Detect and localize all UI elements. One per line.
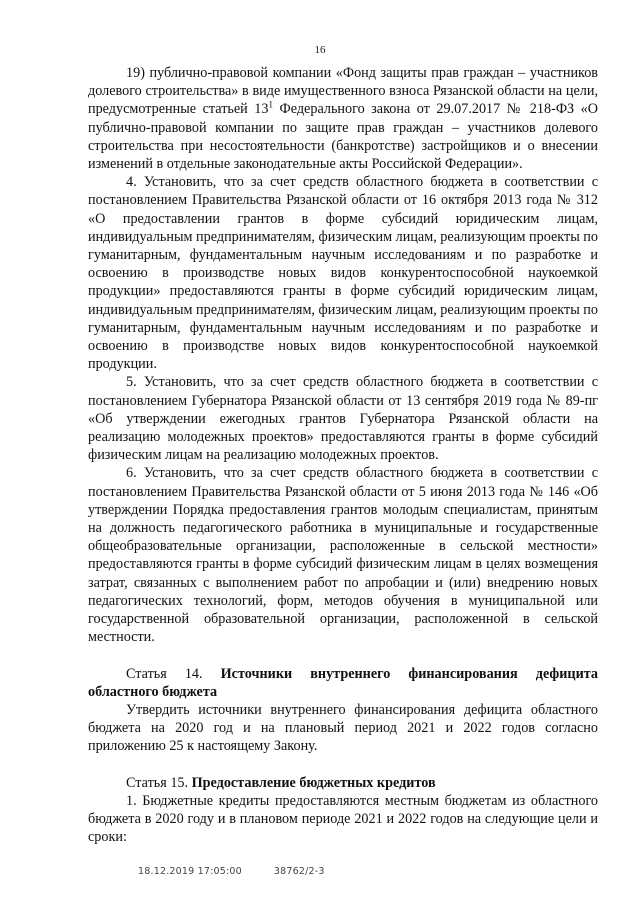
paragraph-item-19 bbox=[88, 64, 598, 173]
paragraph-text: 19) публично-правовой компании «Фонд защиты прав граждан – участников долевого строительства» в виде имущественного взноса Рязанской области на цели, предусмотренные статьей 13 bbox=[88, 65, 598, 118]
article-14-body: Утвердить источники внутреннего финансирования дефицита областного бюджета на 2020 год и на плановый период 2021 и 2022 годов согласно приложению 25 к настоящему Закону. bbox=[88, 701, 598, 755]
footer-timestamp: 18.12.2019 17:05:00 bbox=[138, 866, 242, 877]
article-14-heading bbox=[88, 665, 598, 701]
paragraph-clause-4: 4. Установить, что за счет средств областного бюджета в соответствии с постановлением Правительства Рязанской области от 16 октября 2013 года № 312 «О предоставлении грантов в форме субсидий юридическим лицам, индивидуальным предпринимателям, физическим лицам, реализующим проекты по гуманитарным, фундаментальным научным исследованиям и по разработке и освоению в производстве новых видов конкурентоспособной наукоемкой продукции» предоставляются гранты в форме субсидий юридическим лицам, индивидуальным предпринимателям, физическим лицам, реализующим проекты по гуманитарным, фундаментальным научным исследованиям и по разработке и освоению в производстве новых видов конкурентоспособной наукоемкой продукции. bbox=[88, 174, 598, 373]
superscript: 1 bbox=[268, 99, 273, 110]
paragraph-text-continued: Федерального закона от 29.07.2017 № 218-ФЗ «О публично-правовой компании по защите прав граждан – участников долевого строительства при несостоятельности (банкротстве) застройщиков и о внесении изменений в отдельные законодательные акты Российской Федерации». bbox=[88, 101, 599, 173]
spacer bbox=[88, 647, 598, 665]
footer-doc-id: 38762/2-3 bbox=[273, 866, 325, 877]
article-15-title: Предоставление бюджетных кредитов bbox=[191, 774, 436, 791]
article-15-prefix: Статья 15. bbox=[126, 774, 192, 791]
paragraph-clause-6: 6. Установить, что за счет средств областного бюджета в соответствии с постановлением Правительства Рязанской области от 5 июня 2013 года № 146 «Об утверждении Порядка предоставления грантов молодым специалистам, принятым на должность педагогического работника в муниципальные и государственные общеобразовательные организации, расположенные в сельской местности» предоставляются гранты в форме субсидий физическим лицам в целях возмещения затрат, связанных с выполнением работ по апробации и (или) внедрению новых педагогических технологий, форм, методов обучения в муниципальной или государственной образовательной организации, расположенной в сельской местности. bbox=[88, 465, 598, 646]
footer bbox=[138, 866, 325, 877]
page-number: 16 bbox=[314, 44, 326, 56]
article-14-prefix: Статья 14. bbox=[126, 665, 221, 682]
article-14-title: Источники внутреннего финансирования дефицита областного бюджета bbox=[88, 665, 598, 700]
document-body bbox=[88, 64, 598, 846]
paragraph-clause-5: 5. Установить, что за счет средств областного бюджета в соответствии с постановлением Губернатора Рязанской области от 13 сентября 2019 года № 89-пг «Об утверждении ежегодных грантов Губернатора Рязанской области на реализацию молодежных проектов» предоставляются гранты в форме субсидий физическим лицам на реализацию молодежных проектов. bbox=[88, 374, 598, 464]
article-15-heading bbox=[88, 774, 598, 792]
spacer bbox=[88, 756, 598, 774]
article-15-body: 1. Бюджетные кредиты предоставляются местным бюджетам из областного бюджета в 2020 году и в плановом периоде 2021 и 2022 годов на следующие цели и сроки: bbox=[88, 792, 598, 846]
